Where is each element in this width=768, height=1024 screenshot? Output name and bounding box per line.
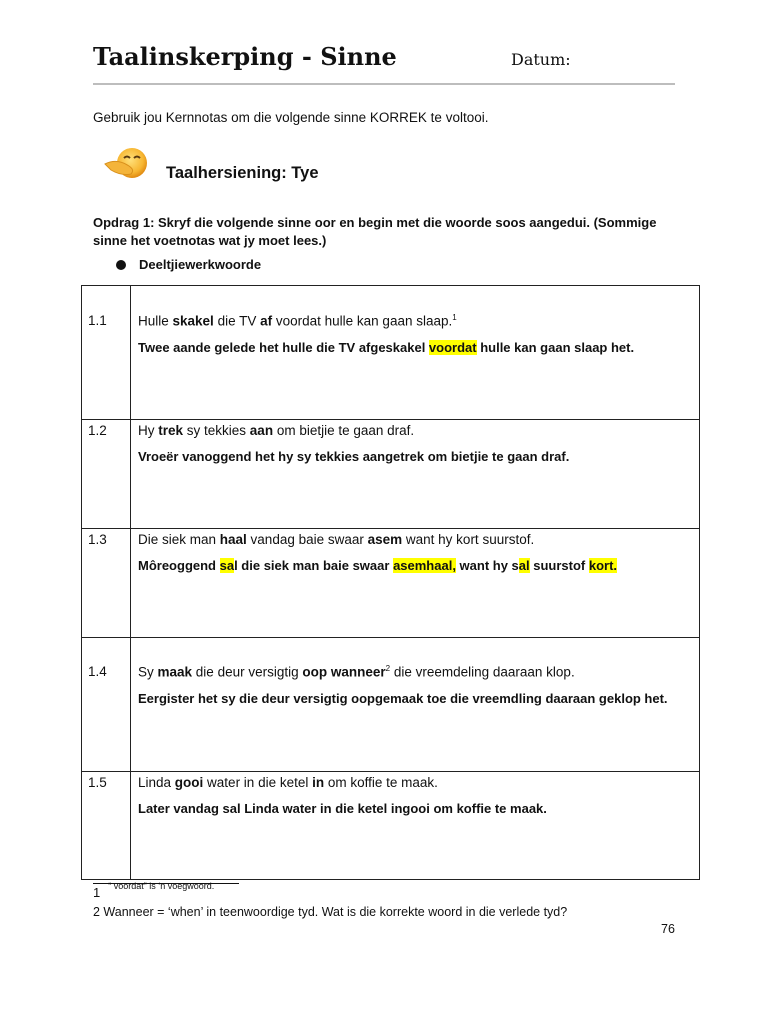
row-number: 1.5 (88, 775, 107, 790)
highlighted-word: asemhaal, (393, 558, 456, 573)
question-segment: die vreemdeling daaraan klop. (390, 664, 575, 680)
row-number: 1.3 (88, 532, 107, 547)
row-content-cell (131, 420, 700, 529)
question-segment: af (260, 313, 273, 329)
answer-segment: suurstof (529, 558, 589, 573)
question-segment: Sy (138, 664, 158, 680)
question-segment: Die siek man (138, 532, 220, 547)
question-segment: skakel (172, 313, 214, 329)
answer-sentence (138, 558, 617, 573)
highlighted-word: kort. (588, 558, 618, 573)
table-row (82, 420, 700, 529)
question-segment: aan (249, 423, 274, 438)
row-number: 1.1 (88, 313, 107, 328)
question-segment: water in die ketel (203, 775, 313, 790)
table-row (82, 286, 700, 420)
highlighted-word: voordat (428, 340, 477, 355)
table-row (82, 772, 700, 880)
question-segment: gooi (174, 775, 204, 790)
question-sentence (138, 423, 414, 438)
question-segment: voordat hulle kan gaan slaap. (272, 313, 453, 329)
row-number-cell (82, 638, 131, 772)
footnote-1 (93, 881, 215, 900)
footnote-1-number: 1 (93, 885, 101, 900)
question-segment: want hy kort suurstof. (402, 532, 535, 547)
question-sentence (138, 775, 438, 790)
row-content-cell (131, 286, 700, 420)
bullet-label: Deeltjiewerkwoorde (139, 257, 262, 272)
highlighted-word: al (518, 558, 530, 573)
table-row (82, 638, 700, 772)
question-segment: maak (157, 664, 193, 680)
table-row (82, 529, 700, 638)
row-content-cell (131, 529, 700, 638)
footnote-1-text: “ voordat” is ‘n voegwoord. (108, 881, 215, 891)
section-title: Taalhersiening: Tye (166, 164, 319, 182)
row-content-cell (131, 772, 700, 880)
footnote-ref: 2 (385, 664, 391, 673)
question-segment: vandag baie swaar (246, 532, 368, 547)
date-label: Datum: (511, 50, 571, 69)
row-number-cell (82, 529, 131, 638)
page-number: 76 (661, 922, 675, 936)
footnote-2: 2 Wanneer = ‘when’ in teenwoordige tyd. Wat is die korrekte woord in die verlede tyd? (93, 905, 568, 919)
question-segment: om koffie te maak. (324, 775, 438, 790)
row-number-cell (82, 420, 131, 529)
question-segment: oop wanneer (302, 664, 386, 680)
header-divider (93, 83, 675, 85)
question-segment: trek (158, 423, 184, 438)
question-segment: die TV (213, 313, 261, 329)
row-content-cell (131, 638, 700, 772)
question-segment: asem (367, 532, 403, 547)
answer-segment: hulle kan gaan slaap het. (476, 340, 635, 355)
answer-segment: Vroeër vanoggend het hy sy tekkies aangetrek om bietjie te gaan draf. (138, 449, 570, 464)
row-number: 1.2 (88, 423, 107, 438)
answer-sentence (138, 691, 668, 706)
hand-over-mouth-emoji-icon (103, 142, 153, 184)
answer-sentence (138, 801, 547, 816)
question-segment: sy tekkies (183, 423, 250, 438)
question-segment: Linda (138, 775, 175, 790)
question-segment: om bietjie te gaan draf. (273, 423, 415, 438)
bullet-item (116, 257, 261, 272)
task-instruction: Opdrag 1: Skryf die volgende sinne oor en begin met die woorde soos aangedui. (Sommige sinne het voetnotas wat jy moet lees.) (93, 215, 657, 248)
answer-segment: want hy s (455, 558, 519, 573)
question-sentence (138, 532, 534, 547)
question-segment: die deur versigtig (192, 664, 303, 680)
row-number-cell (82, 772, 131, 880)
answer-segment: Later vandag sal Linda water in die ketel ingooi om koffie te maak. (138, 801, 547, 816)
answer-sentence (138, 449, 569, 464)
question-segment: Hulle (138, 313, 173, 329)
question-segment: haal (219, 532, 247, 547)
question-segment: in (312, 775, 325, 790)
answer-segment: l die siek man baie swaar (234, 558, 394, 573)
exercise-table (81, 285, 700, 880)
answer-segment: Eergister het sy die deur versigtig oopgemaak toe die vreemdling daaraan geklop het. (138, 691, 668, 706)
row-number: 1.4 (88, 664, 107, 679)
page-title: Taalinskerping - Sinne (93, 42, 397, 71)
question-segment: Hy (138, 423, 159, 438)
question-sentence (138, 313, 457, 329)
instruction-text: Gebruik jou Kernnotas om die volgende sinne KORREK te voltooi. (93, 110, 489, 125)
footnote-ref: 1 (452, 313, 457, 322)
bullet-dot-icon (116, 260, 126, 270)
answer-segment: Twee aande gelede het hulle die TV afgeskakel (138, 340, 429, 355)
answer-sentence (138, 340, 634, 355)
question-sentence (138, 664, 575, 680)
row-number-cell (82, 286, 131, 420)
answer-segment: Môreoggend (138, 558, 220, 573)
highlighted-word: sa (219, 558, 235, 573)
